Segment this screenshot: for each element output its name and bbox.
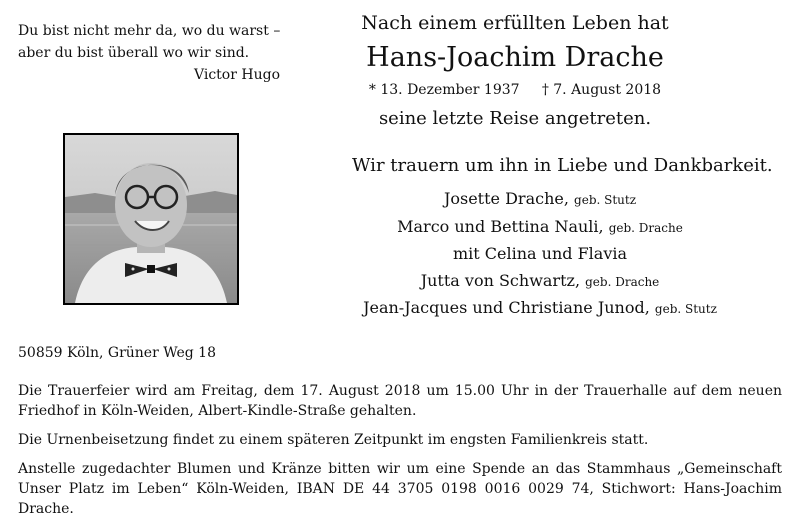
- mourner-name: Marco und Bettina Nauli,: [397, 217, 604, 236]
- portrait-photo: [63, 133, 239, 305]
- mourner-name: Jean-Jacques und Christiane Junod,: [363, 298, 650, 317]
- mourning-statement: Wir trauern um ihn in Liebe und Dankbarkeit.: [352, 155, 773, 176]
- mourner-line: [330, 189, 750, 208]
- mourner-birth-name: geb. Stutz: [654, 302, 717, 316]
- quote-author: Victor Hugo: [194, 67, 280, 83]
- mourner-line: [330, 217, 750, 236]
- birth-date: * 13. Dezember 1937: [368, 82, 520, 98]
- intro-text: Nach einem erfüllten Leben hat: [361, 12, 669, 34]
- mourner-birth-name: geb. Drache: [608, 221, 683, 235]
- death-date: † 7. August 2018: [541, 82, 662, 98]
- mourner-birth-name: geb. Drache: [585, 275, 660, 289]
- portrait-illustration: [65, 135, 237, 303]
- mourner-line: [330, 298, 750, 317]
- urn-paragraph: Die Urnenbeisetzung findet zu einem späteren Zeitpunkt im engsten Familienkreis statt.: [18, 432, 649, 448]
- outro-text: seine letzte Reise angetreten.: [378, 108, 652, 129]
- address: 50859 Köln, Grüner Weg 18: [18, 345, 216, 361]
- mourner-birth-name: geb. Stutz: [574, 193, 637, 207]
- mourner-line: [330, 244, 750, 263]
- mourner-name: mit Celina und Flavia: [452, 244, 628, 263]
- mourner-line: [330, 271, 750, 290]
- ceremony-paragraph: Die Trauerfeier wird am Freitag, dem 17. August 2018 um 15.00 Uhr in der Trauerhalle auf dem neuen Friedhof in Köln-Weiden, Albert-Kindle-Straße gehalten.: [18, 383, 782, 419]
- deceased-name: Hans-Joachim Drache: [366, 42, 664, 73]
- life-dates: [340, 82, 690, 98]
- mourner-name: Jutta von Schwartz,: [420, 271, 581, 290]
- quote-line-2: aber du bist überall wo wir sind.: [18, 45, 250, 61]
- quote-line-1: Du bist nicht mehr da, wo du warst –: [18, 23, 281, 39]
- mourner-name: Josette Drache,: [443, 189, 569, 208]
- donation-paragraph: Anstelle zugedachter Blumen und Kränze bitten wir um eine Spende an das Stammhaus „Gemeinschaft Unser Platz im Leben“ Köln-Weiden, IBAN DE 44 3705 0198 0016 0029 74, Stichwort: Hans-Joachim Drache.: [18, 461, 782, 517]
